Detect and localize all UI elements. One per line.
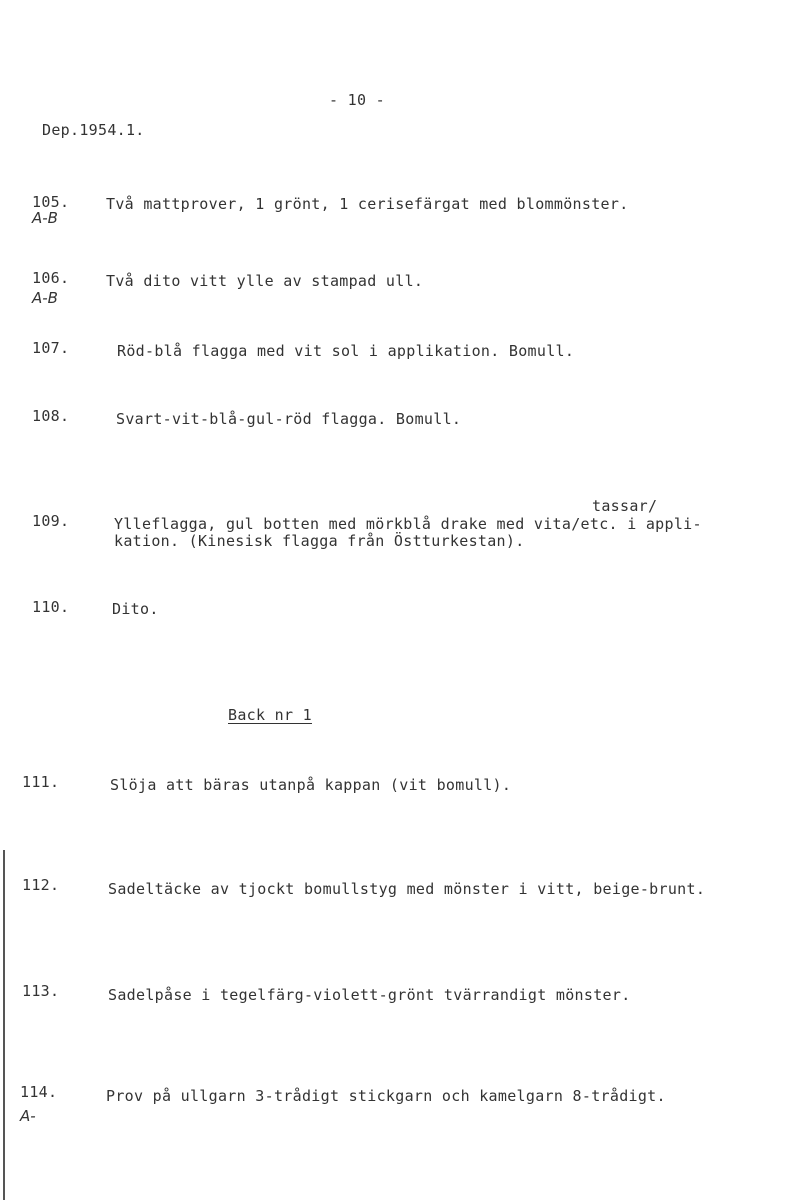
item-text-line1: Ylleflagga, gul botten med mörkblå drake med vita/etc. i appli- — [114, 515, 702, 533]
handwritten-mark: A- — [20, 1107, 36, 1125]
reference-number: Dep.1954.1. — [42, 121, 145, 139]
item-text: Svart-vit-blå-gul-röd flagga. Bomull. — [116, 410, 462, 428]
section-heading: Back nr 1 — [228, 706, 312, 724]
item-number: 113. — [22, 982, 60, 1000]
item-number: 109. — [32, 512, 70, 530]
item-text: Dito. — [112, 600, 159, 618]
item-text-line2: kation. (Kinesisk flagga från Östturkestan). — [114, 532, 525, 550]
item-number: 114. — [20, 1083, 58, 1101]
item-text: Prov på ullgarn 3-trådigt stickgarn och kamelgarn 8-trådigt. — [106, 1087, 666, 1105]
item-text: Två mattprover, 1 grönt, 1 cerisefärgat med blommönster. — [106, 195, 629, 213]
item-number: 111. — [22, 773, 60, 791]
item-text: Två dito vitt ylle av stampad ull. — [106, 272, 424, 290]
margin-scan-line — [3, 850, 5, 1200]
item-text: Röd-blå flagga med vit sol i applikation. Bomull. — [117, 342, 575, 360]
item-number: 107. — [32, 339, 70, 357]
item-text: Slöja att bäras utanpå kappan (vit bomull). — [110, 776, 512, 794]
handwritten-mark: A-B — [32, 289, 58, 307]
item-number: 112. — [22, 876, 60, 894]
item-text: Sadeltäcke av tjockt bomullstyg med mönster i vitt, beige-brunt. — [108, 880, 706, 898]
inserted-word: tassar/ — [592, 497, 658, 515]
page-number: - 10 - — [329, 91, 385, 109]
item-number: 106. — [32, 269, 70, 287]
item-number: 105. — [32, 193, 70, 211]
item-number: 108. — [32, 407, 70, 425]
handwritten-mark: A-B — [32, 209, 58, 227]
item-text: Sadelpåse i tegelfärg-violett-grönt tvärrandigt mönster. — [108, 986, 631, 1004]
item-number: 110. — [32, 598, 70, 616]
